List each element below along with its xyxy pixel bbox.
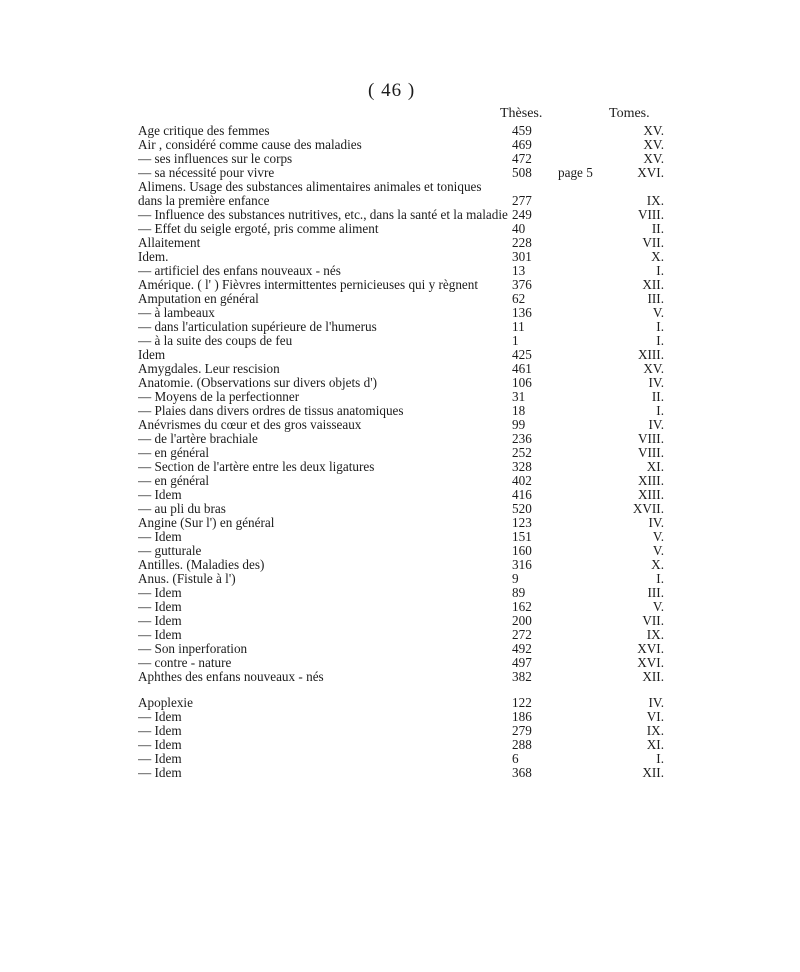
- entry-tome: XVII.: [632, 501, 664, 516]
- entry-text: — Idem: [138, 586, 182, 600]
- entry-tome: IX.: [646, 723, 664, 738]
- entry-tome: I.: [656, 571, 664, 586]
- entry-text: — Plaies dans divers ordres de tissus anatomiques: [138, 404, 404, 418]
- index-entry: [138, 600, 678, 614]
- entry-thesis-number: 186: [512, 709, 532, 724]
- entry-tome: VIII.: [638, 207, 664, 222]
- entry-tome: XII.: [642, 277, 664, 292]
- index-entry: [138, 460, 678, 474]
- index-entry: [138, 710, 678, 724]
- index-entry: [138, 404, 678, 418]
- entry-thesis-number: 31: [512, 389, 526, 404]
- index-entry: [138, 278, 678, 292]
- entry-text: — Idem: [138, 738, 182, 752]
- entry-thesis-number: 272: [512, 627, 532, 642]
- entry-thesis-number: 316: [512, 557, 532, 572]
- entry-thesis-number: 277: [512, 193, 532, 208]
- entry-tome: XV.: [643, 123, 664, 138]
- entry-text: — contre - nature: [138, 656, 232, 670]
- index-entry: [138, 124, 678, 138]
- index-entry: [138, 222, 678, 236]
- index-entry: [138, 446, 678, 460]
- index-entry: [138, 766, 678, 780]
- entry-tome: II.: [651, 221, 664, 236]
- entry-text: — ses influences sur le corps: [138, 152, 293, 166]
- entry-thesis-number: 461: [512, 361, 532, 376]
- entry-tome: XIII.: [638, 473, 664, 488]
- index-entry: [138, 656, 678, 670]
- entry-tome: III.: [647, 585, 664, 600]
- entry-text: — Idem: [138, 628, 182, 642]
- entry-tome: XV.: [643, 151, 664, 166]
- entry-text: — en général: [138, 446, 210, 460]
- header-tomes: Tomes.: [609, 106, 650, 121]
- entry-thesis-number: 228: [512, 235, 532, 250]
- entry-tome: XV.: [643, 361, 664, 376]
- index-entry: [138, 334, 678, 348]
- entry-tome: II.: [651, 389, 664, 404]
- entry-text: — Idem: [138, 766, 182, 780]
- entry-tome: VI.: [646, 709, 664, 724]
- entry-tome: IX.: [646, 627, 664, 642]
- entry-tome: V.: [652, 305, 664, 320]
- entry-text: — en général: [138, 474, 210, 488]
- entry-thesis-number: 416: [512, 487, 532, 502]
- index-entry: [138, 432, 678, 446]
- entry-thesis-number: 13: [512, 263, 526, 278]
- entry-text: — Section de l'artère entre les deux ligatures: [138, 460, 375, 474]
- entry-thesis-number: 252: [512, 445, 532, 460]
- entry-thesis-number: 459: [512, 123, 532, 138]
- index-entry: [138, 586, 678, 600]
- index-entry: [138, 530, 678, 544]
- entry-text: — Idem: [138, 614, 182, 628]
- entry-tome: XIII.: [638, 347, 664, 362]
- entry-thesis-number: 136: [512, 305, 532, 320]
- entry-tome: X.: [651, 249, 664, 264]
- index-entry: [138, 516, 678, 530]
- entry-text: Idem.: [138, 250, 169, 264]
- index-entry: [138, 376, 678, 390]
- entry-text: Alimens. Usage des substances alimentaires animales et toniques dans la première enfance: [138, 179, 482, 208]
- entry-thesis-number: 376: [512, 277, 532, 292]
- index-entry: [138, 306, 678, 320]
- entry-tome: I.: [656, 333, 664, 348]
- entry-tome: V.: [652, 543, 664, 558]
- entry-tome: XI.: [646, 737, 664, 752]
- entry-thesis-number: 425: [512, 347, 532, 362]
- entry-text: Age critique des femmes: [138, 124, 270, 138]
- index-entries: [138, 124, 678, 780]
- index-entry: [138, 558, 678, 572]
- entry-text: Antilles. (Maladies des): [138, 558, 265, 572]
- entry-tome: VII.: [642, 613, 664, 628]
- index-entry: [138, 348, 678, 362]
- entry-thesis-number: 151: [512, 529, 532, 544]
- entry-text: — gutturale: [138, 544, 202, 558]
- entry-text: Anus. (Fistule à l'): [138, 572, 236, 586]
- entry-thesis-number: 508: [512, 165, 532, 180]
- index-entry: [138, 362, 678, 376]
- entry-tome: XI.: [646, 459, 664, 474]
- index-entry: [138, 502, 678, 516]
- entry-thesis-number: 11: [512, 319, 525, 334]
- index-entry: [138, 628, 678, 642]
- index-entry: [138, 208, 678, 222]
- index-entry: [138, 474, 678, 488]
- entry-text: Anatomie. (Observations sur divers objets d'): [138, 376, 377, 390]
- entry-thesis-number: 6: [512, 751, 519, 766]
- index-entry: [138, 292, 678, 306]
- entry-thesis-number: 162: [512, 599, 532, 614]
- index-entry: [138, 138, 678, 152]
- entry-text: Amérique. ( l' ) Fièvres intermittentes pernicieuses qui y règnent: [138, 277, 479, 292]
- entry-note: page 5: [558, 165, 593, 180]
- entry-text: — Son inperforation: [138, 642, 248, 656]
- entry-thesis-number: 382: [512, 669, 532, 684]
- entry-tome: I.: [656, 319, 664, 334]
- index-entry: [138, 738, 678, 752]
- entry-text: — Idem: [138, 488, 182, 502]
- index-entry: [138, 752, 678, 766]
- entry-tome: XV.: [643, 137, 664, 152]
- entry-thesis-number: 520: [512, 501, 532, 516]
- entry-thesis-number: 472: [512, 151, 532, 166]
- index-entry: [138, 180, 678, 208]
- entry-tome: XVI.: [637, 165, 664, 180]
- entry-thesis-number: 122: [512, 695, 532, 710]
- index-entry: [138, 264, 678, 278]
- entry-thesis-number: 99: [512, 417, 526, 432]
- entry-text: — au pli du bras: [138, 502, 226, 516]
- entry-thesis-number: 288: [512, 737, 532, 752]
- entry-tome: VIII.: [638, 431, 664, 446]
- entry-thesis-number: 301: [512, 249, 532, 264]
- entry-text: — Idem: [138, 724, 182, 738]
- entry-text: Amputation en général: [138, 292, 259, 306]
- entry-tome: V.: [652, 599, 664, 614]
- index-entry: [138, 166, 678, 180]
- entry-tome: XIII.: [638, 487, 664, 502]
- index-entry: [138, 572, 678, 586]
- page-number: ( 46 ): [368, 80, 416, 101]
- entry-tome: IV.: [648, 515, 664, 530]
- entry-text: Angine (Sur l') en général: [138, 516, 275, 530]
- entry-thesis-number: 497: [512, 655, 532, 670]
- entry-thesis-number: 200: [512, 613, 532, 628]
- entry-tome: V.: [652, 529, 664, 544]
- entry-thesis-number: 106: [512, 375, 532, 390]
- index-entry: [138, 418, 678, 432]
- entry-text: — Effet du seigle ergoté, pris comme aliment: [138, 222, 379, 236]
- header-theses: Thèses.: [500, 106, 543, 121]
- entry-text: — à la suite des coups de feu: [138, 334, 293, 348]
- entry-text: Anévrismes du cœur et des gros vaisseaux: [138, 418, 362, 432]
- entry-text: — à lambeaux: [138, 306, 215, 320]
- entry-tome: XII.: [642, 669, 664, 684]
- entry-thesis-number: 123: [512, 515, 532, 530]
- entry-thesis-number: 249: [512, 207, 532, 222]
- entry-tome: XVI.: [637, 655, 664, 670]
- entry-tome: X.: [651, 557, 664, 572]
- entry-text: — Idem: [138, 530, 182, 544]
- index-entry: [138, 724, 678, 738]
- entry-text: — Moyens de la perfectionner: [138, 390, 300, 404]
- entry-thesis-number: 62: [512, 291, 526, 306]
- entry-thesis-number: 492: [512, 641, 532, 656]
- entry-thesis-number: 328: [512, 459, 532, 474]
- entry-tome: VIII.: [638, 445, 664, 460]
- entry-text: — de l'artère brachiale: [138, 432, 258, 446]
- entry-text: — sa nécessité pour vivre: [138, 166, 275, 180]
- entry-text: — dans l'articulation supérieure de l'humerus: [138, 320, 377, 334]
- index-entry: [138, 488, 678, 502]
- entry-thesis-number: 89: [512, 585, 526, 600]
- entry-thesis-number: 40: [512, 221, 526, 236]
- entry-thesis-number: 469: [512, 137, 532, 152]
- entry-text: — Idem: [138, 752, 182, 766]
- entry-tome: IV.: [648, 695, 664, 710]
- index-entry: [138, 614, 678, 628]
- entry-tome: I.: [656, 263, 664, 278]
- entry-tome: XII.: [642, 765, 664, 780]
- entry-tome: IV.: [648, 417, 664, 432]
- entry-text: — Idem: [138, 600, 182, 614]
- index-entry: [138, 642, 678, 656]
- entry-text: Aphthes des enfans nouveaux - nés: [138, 670, 324, 684]
- entry-tome: IX.: [646, 193, 664, 208]
- entry-thesis-number: 368: [512, 765, 532, 780]
- entry-tome: VII.: [642, 235, 664, 250]
- entry-text: — artificiel des enfans nouveaux - nés: [138, 264, 341, 278]
- entry-thesis-number: 18: [512, 403, 526, 418]
- entry-thesis-number: 1: [512, 333, 519, 348]
- entry-text: Amygdales. Leur rescision: [138, 362, 280, 376]
- entry-thesis-number: 160: [512, 543, 532, 558]
- entry-thesis-number: 402: [512, 473, 532, 488]
- entry-thesis-number: 279: [512, 723, 532, 738]
- entry-tome: IV.: [648, 375, 664, 390]
- entry-text: — Idem: [138, 710, 182, 724]
- entry-tome: XVI.: [637, 641, 664, 656]
- entry-text: Air , considéré comme cause des maladies: [138, 138, 362, 152]
- entry-tome: I.: [656, 751, 664, 766]
- index-entry: [138, 670, 678, 684]
- index-entry: [138, 390, 678, 404]
- index-entry: [138, 544, 678, 558]
- entry-thesis-number: 236: [512, 431, 532, 446]
- index-entry: [138, 152, 678, 166]
- entry-text: — Influence des substances nutritives, etc., dans la santé et la maladie: [138, 207, 508, 222]
- entry-text: Apoplexie: [138, 696, 193, 710]
- index-entry: [138, 320, 678, 334]
- entry-tome: I.: [656, 403, 664, 418]
- index-entry: [138, 236, 678, 250]
- entry-tome: III.: [647, 291, 664, 306]
- entry-text: Allaitement: [138, 236, 201, 250]
- index-entry: [138, 250, 678, 264]
- index-entry: [138, 696, 678, 710]
- entry-thesis-number: 9: [512, 571, 519, 586]
- entry-text: Idem: [138, 348, 166, 362]
